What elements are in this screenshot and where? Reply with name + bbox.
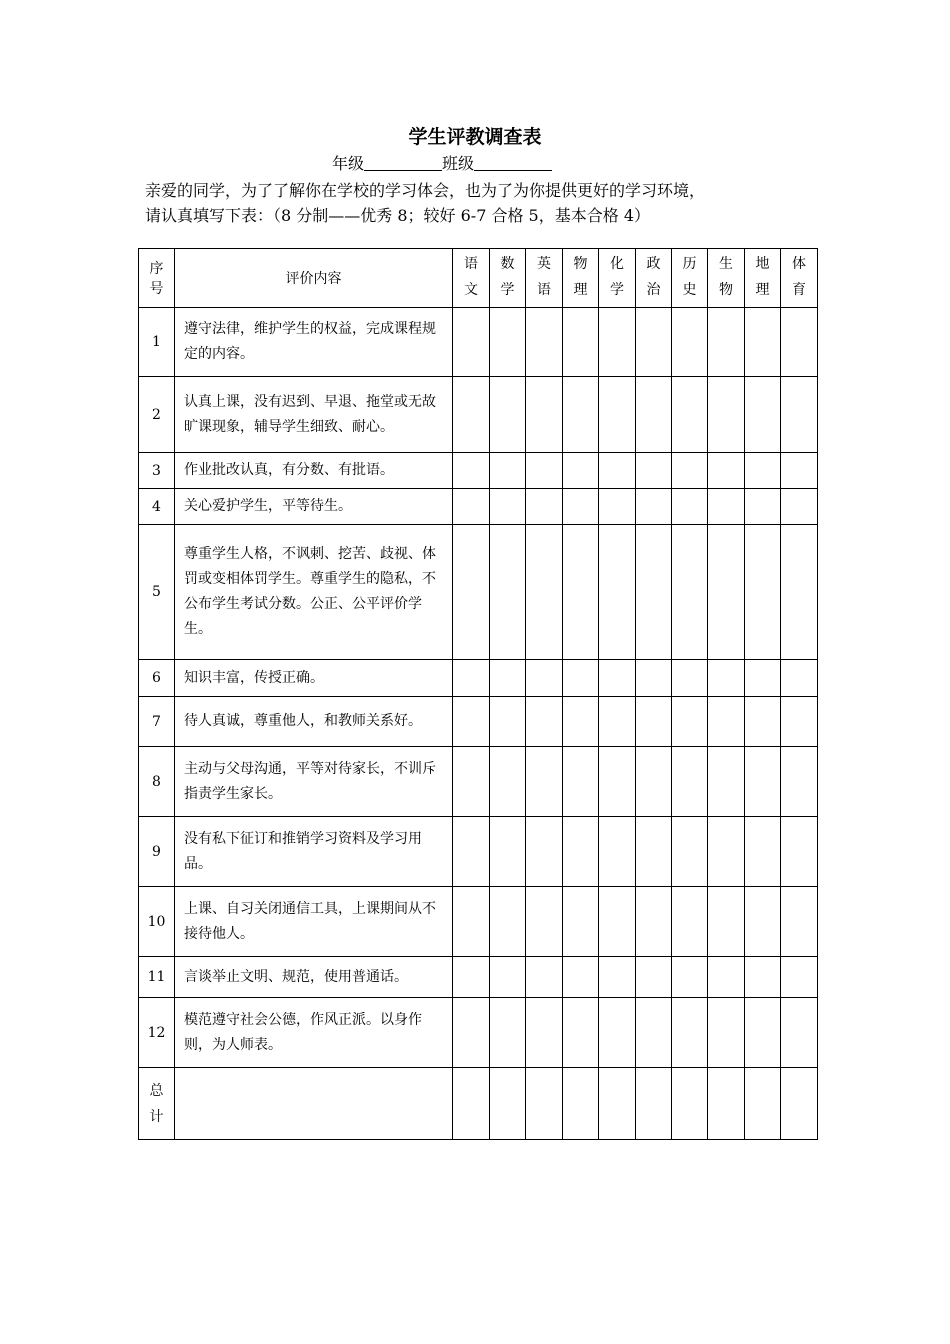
score-cell[interactable] (453, 957, 490, 998)
score-cell[interactable] (708, 887, 745, 957)
score-cell[interactable] (490, 660, 526, 697)
score-cell[interactable] (781, 489, 818, 525)
score-cell[interactable] (526, 998, 563, 1068)
table-row (139, 957, 818, 998)
score-cell[interactable] (745, 887, 781, 957)
subject-header-char: 体 (792, 256, 806, 272)
table-row (139, 525, 818, 660)
score-cell[interactable] (599, 308, 636, 377)
class-label: 班级 (442, 154, 475, 173)
subject-header-char: 政 (646, 256, 661, 272)
score-cell[interactable] (781, 525, 818, 660)
score-cell[interactable] (599, 660, 636, 697)
score-cell[interactable] (636, 887, 672, 957)
score-cell[interactable] (672, 660, 708, 697)
score-cell[interactable] (636, 308, 672, 377)
subject-header-char: 学 (500, 282, 515, 298)
grade-class-line (332, 151, 552, 174)
subject-header-char: 文 (464, 282, 478, 298)
score-cell[interactable] (708, 957, 745, 998)
subject-header-char: 语 (464, 256, 478, 272)
score-cell[interactable] (453, 747, 490, 817)
score-cell[interactable] (563, 489, 599, 525)
table-row (139, 817, 818, 887)
score-cell[interactable] (490, 377, 526, 453)
score-cell[interactable] (708, 660, 745, 697)
score-cell[interactable] (636, 489, 672, 525)
page-title: 学生评教调查表 (408, 126, 542, 148)
score-cell[interactable] (781, 660, 818, 697)
score-cell[interactable] (526, 377, 563, 453)
score-cell[interactable] (745, 998, 781, 1068)
total-score-cell[interactable] (599, 1068, 636, 1140)
score-cell[interactable] (636, 377, 672, 453)
score-cell[interactable] (672, 377, 708, 453)
score-cell[interactable] (636, 697, 672, 747)
score-cell[interactable] (490, 308, 526, 377)
subject-header (490, 249, 526, 308)
score-cell[interactable] (672, 489, 708, 525)
total-row (139, 1068, 818, 1140)
no-header-char: 号 (149, 281, 164, 297)
table-row (139, 998, 818, 1068)
grade-blank[interactable] (364, 154, 442, 171)
table-row (139, 887, 818, 957)
score-cell[interactable] (599, 697, 636, 747)
score-cell[interactable] (453, 308, 490, 377)
subject-header-char: 学 (610, 282, 624, 298)
table-row (139, 697, 818, 747)
score-cell[interactable] (563, 887, 599, 957)
evaluation-criterion: 认真上课，没有迟到、早退、拖堂或无故旷课现象，辅导学生细致、耐心。 (175, 377, 453, 453)
score-cell[interactable] (490, 453, 526, 489)
score-cell[interactable] (672, 817, 708, 887)
class-blank[interactable] (474, 154, 552, 171)
evaluation-criterion: 知识丰富，传授正确。 (175, 660, 453, 697)
score-cell[interactable] (490, 697, 526, 747)
subject-header-char: 英 (537, 256, 551, 272)
score-cell[interactable] (781, 377, 818, 453)
score-cell[interactable] (490, 887, 526, 957)
total-score-cell[interactable] (563, 1068, 599, 1140)
intro-line-2: 请认真填写下表：（8 分制——优秀 8；较好 6-7 合格 5，基本合格 4） (145, 206, 651, 225)
subject-header-char: 理 (573, 282, 588, 298)
row-number: 7 (139, 697, 175, 747)
score-cell[interactable] (563, 377, 599, 453)
score-cell[interactable] (636, 998, 672, 1068)
score-cell[interactable] (745, 489, 781, 525)
table-row (139, 747, 818, 817)
subject-header (599, 249, 636, 308)
score-cell[interactable] (672, 887, 708, 957)
score-cell[interactable] (453, 377, 490, 453)
no-header-char: 序 (149, 261, 164, 277)
evaluation-criterion: 上课、自习关闭通信工具，上课期间从不接待他人。 (175, 887, 453, 957)
score-cell[interactable] (526, 887, 563, 957)
subject-header (781, 249, 818, 308)
subject-header-char: 数 (500, 256, 515, 272)
subject-header-char: 历 (682, 256, 697, 272)
row-number: 6 (139, 660, 175, 697)
score-cell[interactable] (708, 308, 745, 377)
subject-header-char: 理 (755, 282, 770, 298)
score-cell[interactable] (526, 308, 563, 377)
evaluation-criterion: 作业批改认真，有分数、有批语。 (175, 453, 453, 489)
content-header: 评价内容 (175, 249, 453, 308)
score-cell[interactable] (708, 747, 745, 817)
score-cell[interactable] (563, 308, 599, 377)
total-score-cell[interactable] (781, 1068, 818, 1140)
score-cell[interactable] (490, 747, 526, 817)
score-cell[interactable] (490, 817, 526, 887)
score-cell[interactable] (599, 489, 636, 525)
score-cell[interactable] (636, 747, 672, 817)
score-cell[interactable] (745, 817, 781, 887)
score-cell[interactable] (745, 660, 781, 697)
score-cell[interactable] (745, 525, 781, 660)
evaluation-criterion: 主动与父母沟通，平等对待家长，不训斥指责学生家长。 (175, 747, 453, 817)
score-cell[interactable] (599, 887, 636, 957)
score-cell[interactable] (781, 957, 818, 998)
subject-header-char: 育 (792, 282, 806, 298)
intro-line-1: 亲爱的同学，为了了解你在学校的学习体会，也为了为你提供更好的学习环境， (145, 181, 706, 200)
subject-header-char: 地 (755, 256, 770, 272)
total-score-cell[interactable] (453, 1068, 490, 1140)
score-cell[interactable] (781, 747, 818, 817)
row-number: 8 (139, 747, 175, 817)
evaluation-criterion: 模范遵守社会公德，作风正派。以身作则，为人师表。 (175, 998, 453, 1068)
evaluation-table (138, 248, 818, 1140)
score-cell[interactable] (490, 489, 526, 525)
score-cell[interactable] (599, 377, 636, 453)
evaluation-criterion: 待人真诚，尊重他人，和教师关系好。 (175, 697, 453, 747)
total-content-cell (175, 1068, 453, 1140)
total-score-cell[interactable] (745, 1068, 781, 1140)
row-number: 10 (139, 887, 175, 957)
subject-header-char: 语 (537, 282, 551, 298)
row-number: 2 (139, 377, 175, 453)
score-cell[interactable] (672, 525, 708, 660)
score-cell[interactable] (708, 998, 745, 1068)
row-number: 5 (139, 525, 175, 660)
score-cell[interactable] (781, 697, 818, 747)
score-cell[interactable] (708, 377, 745, 453)
table-row (139, 453, 818, 489)
no-header (139, 249, 175, 308)
table-row (139, 377, 818, 453)
score-cell[interactable] (526, 660, 563, 697)
score-cell[interactable] (636, 957, 672, 998)
row-number: 1 (139, 308, 175, 377)
score-cell[interactable] (599, 817, 636, 887)
subject-header (563, 249, 599, 308)
score-cell[interactable] (672, 453, 708, 489)
score-cell[interactable] (526, 957, 563, 998)
total-label (139, 1068, 175, 1140)
subject-header (672, 249, 708, 308)
score-cell[interactable] (599, 525, 636, 660)
table-header-row (139, 249, 818, 308)
total-score-cell[interactable] (636, 1068, 672, 1140)
subject-header (708, 249, 745, 308)
total-score-cell[interactable] (526, 1068, 563, 1140)
subject-header-char: 物 (719, 282, 733, 298)
score-cell[interactable] (453, 489, 490, 525)
score-cell[interactable] (526, 697, 563, 747)
score-cell[interactable] (636, 453, 672, 489)
score-cell[interactable] (453, 453, 490, 489)
score-cell[interactable] (708, 453, 745, 489)
score-cell[interactable] (745, 747, 781, 817)
grade-label: 年级 (332, 154, 365, 173)
score-cell[interactable] (781, 887, 818, 957)
score-cell[interactable] (599, 998, 636, 1068)
score-cell[interactable] (636, 660, 672, 697)
score-cell[interactable] (745, 453, 781, 489)
row-number: 3 (139, 453, 175, 489)
score-cell[interactable] (781, 308, 818, 377)
score-cell[interactable] (490, 998, 526, 1068)
score-cell[interactable] (563, 453, 599, 489)
evaluation-criterion: 尊重学生人格，不讽刺、挖苦、歧视、体罚或变相体罚学生。尊重学生的隐私，不公布学生考试分数。公正、公平评价学生。 (175, 525, 453, 660)
evaluation-criterion: 没有私下征订和推销学习资料及学习用品。 (175, 817, 453, 887)
score-cell[interactable] (672, 308, 708, 377)
subject-header-char: 史 (682, 282, 697, 298)
row-number: 4 (139, 489, 175, 525)
score-cell[interactable] (563, 957, 599, 998)
score-cell[interactable] (563, 660, 599, 697)
score-cell[interactable] (453, 887, 490, 957)
score-cell[interactable] (708, 525, 745, 660)
total-score-cell[interactable] (672, 1068, 708, 1140)
total-score-cell[interactable] (490, 1068, 526, 1140)
score-cell[interactable] (672, 747, 708, 817)
score-cell[interactable] (708, 489, 745, 525)
score-cell[interactable] (781, 817, 818, 887)
subject-header (636, 249, 672, 308)
score-cell[interactable] (526, 817, 563, 887)
score-cell[interactable] (672, 998, 708, 1068)
total-score-cell[interactable] (708, 1068, 745, 1140)
total-label-char: 总 (149, 1082, 164, 1099)
subject-header-char: 治 (646, 282, 661, 298)
subject-header-char: 物 (573, 256, 588, 272)
score-cell[interactable] (563, 998, 599, 1068)
subject-header (745, 249, 781, 308)
score-cell[interactable] (563, 817, 599, 887)
score-cell[interactable] (599, 453, 636, 489)
subject-header (526, 249, 563, 308)
row-number: 9 (139, 817, 175, 887)
score-cell[interactable] (745, 308, 781, 377)
total-label-char: 计 (149, 1108, 164, 1125)
score-cell[interactable] (526, 489, 563, 525)
table-row (139, 660, 818, 697)
score-cell[interactable] (526, 747, 563, 817)
score-cell[interactable] (563, 697, 599, 747)
row-number: 12 (139, 998, 175, 1068)
score-cell[interactable] (453, 525, 490, 660)
score-cell[interactable] (563, 525, 599, 660)
row-number: 11 (139, 957, 175, 998)
table-row (139, 308, 818, 377)
subject-header (453, 249, 490, 308)
score-cell[interactable] (672, 957, 708, 998)
subject-header-char: 生 (719, 256, 733, 272)
score-cell[interactable] (745, 957, 781, 998)
score-cell[interactable] (526, 453, 563, 489)
score-cell[interactable] (453, 998, 490, 1068)
score-cell[interactable] (453, 817, 490, 887)
score-cell[interactable] (490, 957, 526, 998)
table-row (139, 489, 818, 525)
subject-header-char: 化 (610, 256, 624, 272)
score-cell[interactable] (781, 998, 818, 1068)
score-cell[interactable] (636, 525, 672, 660)
evaluation-criterion: 言谈举止文明、规范，使用普通话。 (175, 957, 453, 998)
evaluation-criterion: 遵守法律，维护学生的权益，完成课程规定的内容。 (175, 308, 453, 377)
score-cell[interactable] (781, 453, 818, 489)
score-cell[interactable] (599, 747, 636, 817)
score-cell[interactable] (745, 377, 781, 453)
score-cell[interactable] (708, 817, 745, 887)
evaluation-criterion: 关心爱护学生，平等待生。 (175, 489, 453, 525)
score-cell[interactable] (708, 697, 745, 747)
score-cell[interactable] (563, 747, 599, 817)
score-cell[interactable] (599, 957, 636, 998)
score-cell[interactable] (453, 697, 490, 747)
score-cell[interactable] (745, 697, 781, 747)
score-cell[interactable] (453, 660, 490, 697)
score-cell[interactable] (526, 525, 563, 660)
score-cell[interactable] (636, 817, 672, 887)
score-cell[interactable] (672, 697, 708, 747)
score-cell[interactable] (490, 525, 526, 660)
